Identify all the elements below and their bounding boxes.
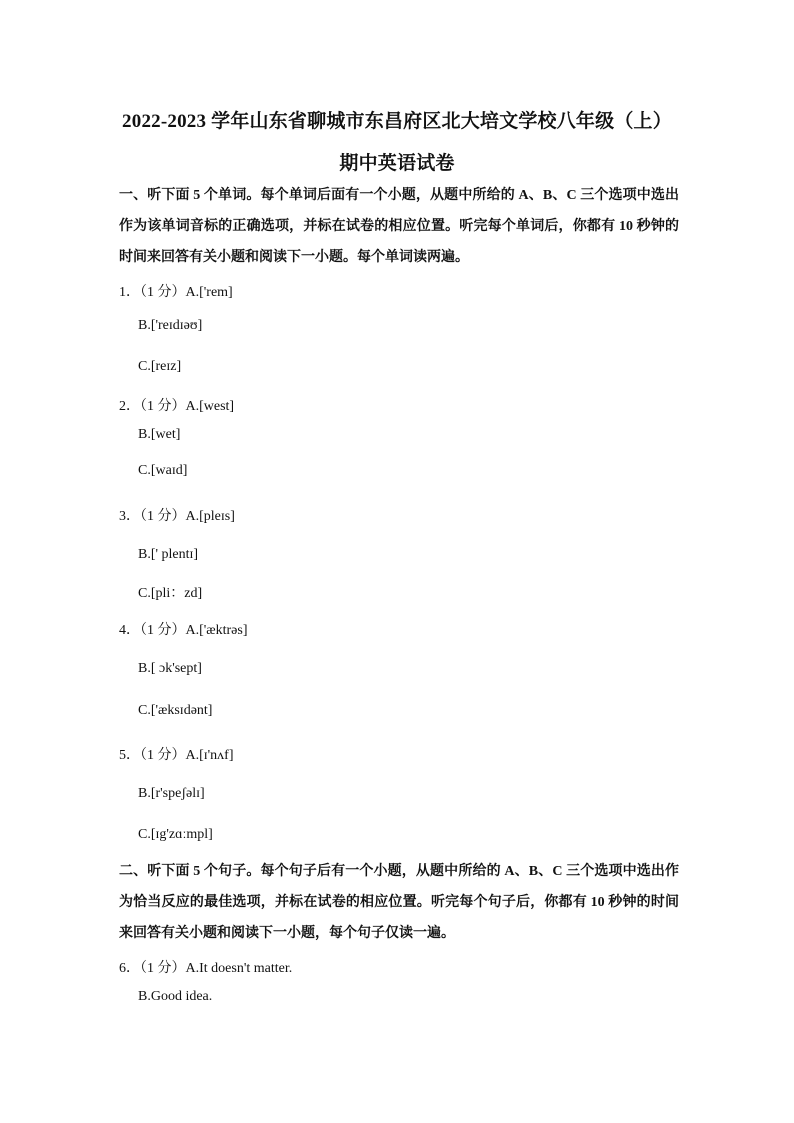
question-3-option-b: B.[' plentɪ] (138, 547, 199, 562)
question-2-option-c: C.[waɪd] (138, 463, 188, 478)
question-3-stem: 3．（1 分）A.[pleɪs] (119, 509, 235, 524)
question-6-stem: 6．（1 分）A.It doesn't matter. (119, 961, 293, 976)
exam-title-line2: 期中英语试卷 (339, 153, 455, 174)
question-4-option-c: C.['æksɪdənt] (138, 703, 213, 718)
question-2-stem: 2．（1 分）A.[west] (119, 399, 235, 414)
question-1-option-b: B.['reɪdɪəʊ] (138, 318, 203, 333)
section1-instructions: 一、听下面 5 个单词。每个单词后面有一个小题，从题中所给的 A、B、C 三个选项中选出作为该单词音标的正确选项，并标在试卷的相应位置。听完每个单词后，你都有 10 秒钟的时间来回答有关小题和阅读下一小题。每个单词读两遍。 (119, 188, 679, 265)
question-4-stem: 4．（1 分）A.['æktrəs] (119, 623, 248, 638)
section2-instructions: 二、听下面 5 个句子。每个句子后有一个小题，从题中所给的 A、B、C 三个选项中选出作为恰当反应的最佳选项，并标在试卷的相应位置。听完每个句子后，你都有 10 秒钟的时间来回答有关小题和阅读下一小题，每个句子仅读一遍。 (119, 864, 679, 941)
question-4-option-b: B.[ ɔk'sept] (138, 661, 202, 676)
question-3-option-c: C.[pli：zd] (138, 586, 203, 601)
question-1-option-c: C.[reɪz] (138, 359, 182, 374)
exam-title-line1: 2022-2023 学年山东省聊城市东昌府区北大培文学校八年级（上） (122, 111, 672, 132)
question-6-option-b: B.Good idea. (138, 989, 213, 1004)
question-2-option-b: B.[wet] (138, 427, 181, 442)
question-5-stem: 5．（1 分）A.[ɪ'nʌf] (119, 748, 234, 763)
question-5-option-c: C.[ɪg'zɑːmpl] (138, 827, 213, 842)
question-1-stem: 1．（1 分）A.['rem] (119, 285, 233, 300)
question-5-option-b: B.[r'speʃəlɪ] (138, 786, 205, 801)
